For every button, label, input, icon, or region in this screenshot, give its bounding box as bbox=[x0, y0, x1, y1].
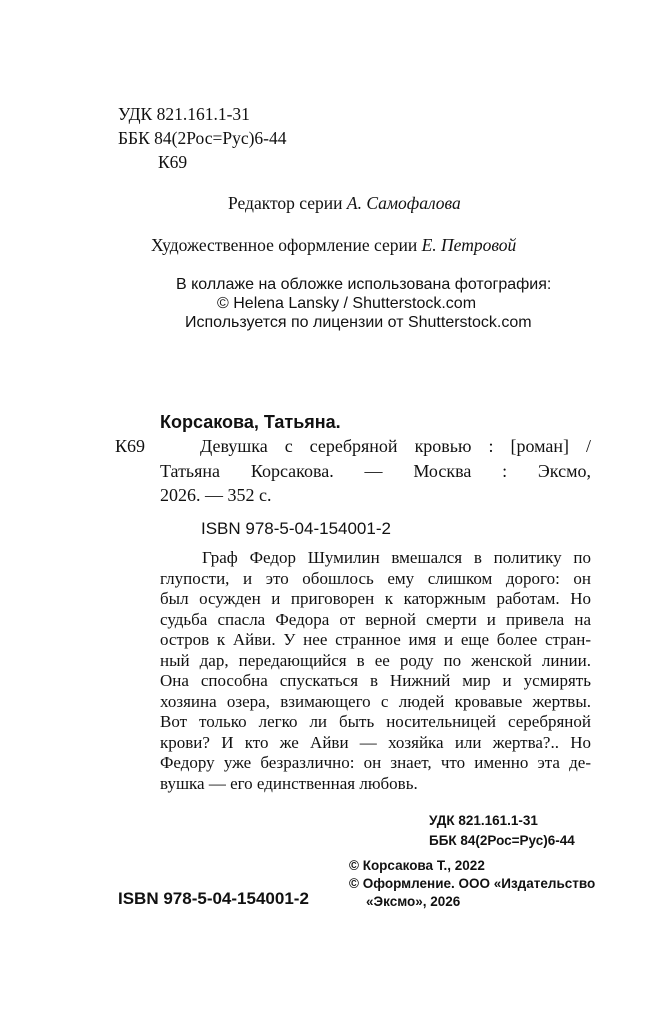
annotation-line: Граф Федор Шумилин вмешался в политику по bbox=[202, 548, 591, 567]
series-design-name: Е. Петровой bbox=[421, 235, 517, 255]
series-editor-label: Редактор серии bbox=[228, 193, 343, 213]
annotation-line: Федору уже безразлично: он знает, что именно эта де- bbox=[160, 753, 591, 772]
annotation-line: крови? И кто же Айви — хозяйка или жертва?.. Но bbox=[160, 732, 591, 752]
catalog-title-line: Татьяна Корсакова. — Москва : Эксмо, bbox=[160, 461, 591, 481]
footer-isbn: ISBN 978-5-04-154001-2 bbox=[118, 889, 309, 908]
catalog-title-line: Девушка с серебряной кровью : [роман] / bbox=[200, 436, 591, 456]
series-editor bbox=[228, 193, 461, 214]
catalog-author-mark: К69 bbox=[115, 436, 146, 456]
catalog-pub-info: 2026. — 352 с. bbox=[160, 485, 272, 505]
series-design-label: Художественное оформление серии bbox=[151, 235, 418, 255]
footer-udk: УДК 821.161.1-31 bbox=[429, 813, 538, 828]
author-mark: К69 bbox=[158, 152, 188, 172]
annotation-line: ный дар, передающийся в ее роду по женской линии. bbox=[160, 650, 591, 670]
footer-bbk: ББК 84(2Рос=Рус)6-44 bbox=[429, 833, 575, 848]
udk-code: УДК 821.161.1-31 bbox=[118, 104, 250, 124]
copyright-design-line2: «Эксмо», 2026 bbox=[366, 894, 461, 909]
annotation-line: Вот только легко ли быть носительницей серебряной bbox=[160, 712, 591, 731]
annotation-line: судьба спасла Федора от верной смерти и привела на bbox=[160, 609, 591, 629]
bbk-code: ББК 84(2Рос=Рус)6-44 bbox=[118, 128, 287, 148]
annotation bbox=[160, 548, 591, 808]
annotation-line: глупости, и это обошлось ему слишком дорого: он bbox=[160, 568, 591, 588]
catalog-title-block-2 bbox=[160, 461, 591, 482]
annotation-line: остров к Айви. У нее странное имя и еще более стран- bbox=[160, 630, 591, 649]
annotation-line: был осужден и приговорен к каторжным работам. Но bbox=[160, 589, 591, 608]
series-editor-name: А. Самофалова bbox=[346, 193, 461, 213]
catalog-isbn: ISBN 978-5-04-154001-2 bbox=[201, 519, 391, 538]
series-design bbox=[151, 235, 516, 256]
photo-credit-line2: © Helena Lansky / Shutterstock.com bbox=[217, 295, 477, 312]
annotation-line: Она способна спускаться в Нижний мир и усмирять bbox=[160, 671, 591, 690]
author-heading: Корсакова, Татьяна. bbox=[160, 412, 341, 432]
annotation-line: хозяина озера, взимающего с людей кровавые жертвы. bbox=[160, 691, 591, 711]
copyright-design-line1: © Оформление. ООО «Издательство bbox=[349, 876, 596, 891]
photo-credit-line3: Используется по лицензии от Shutterstock.com bbox=[185, 314, 532, 331]
annotation-line: вушка — его единственная любовь. bbox=[160, 773, 418, 793]
photo-credit-line1: В коллаже на обложке использована фотография: bbox=[176, 276, 552, 293]
copyright-author: © Корсакова Т., 2022 bbox=[349, 858, 485, 873]
catalog-title-block bbox=[200, 436, 591, 457]
